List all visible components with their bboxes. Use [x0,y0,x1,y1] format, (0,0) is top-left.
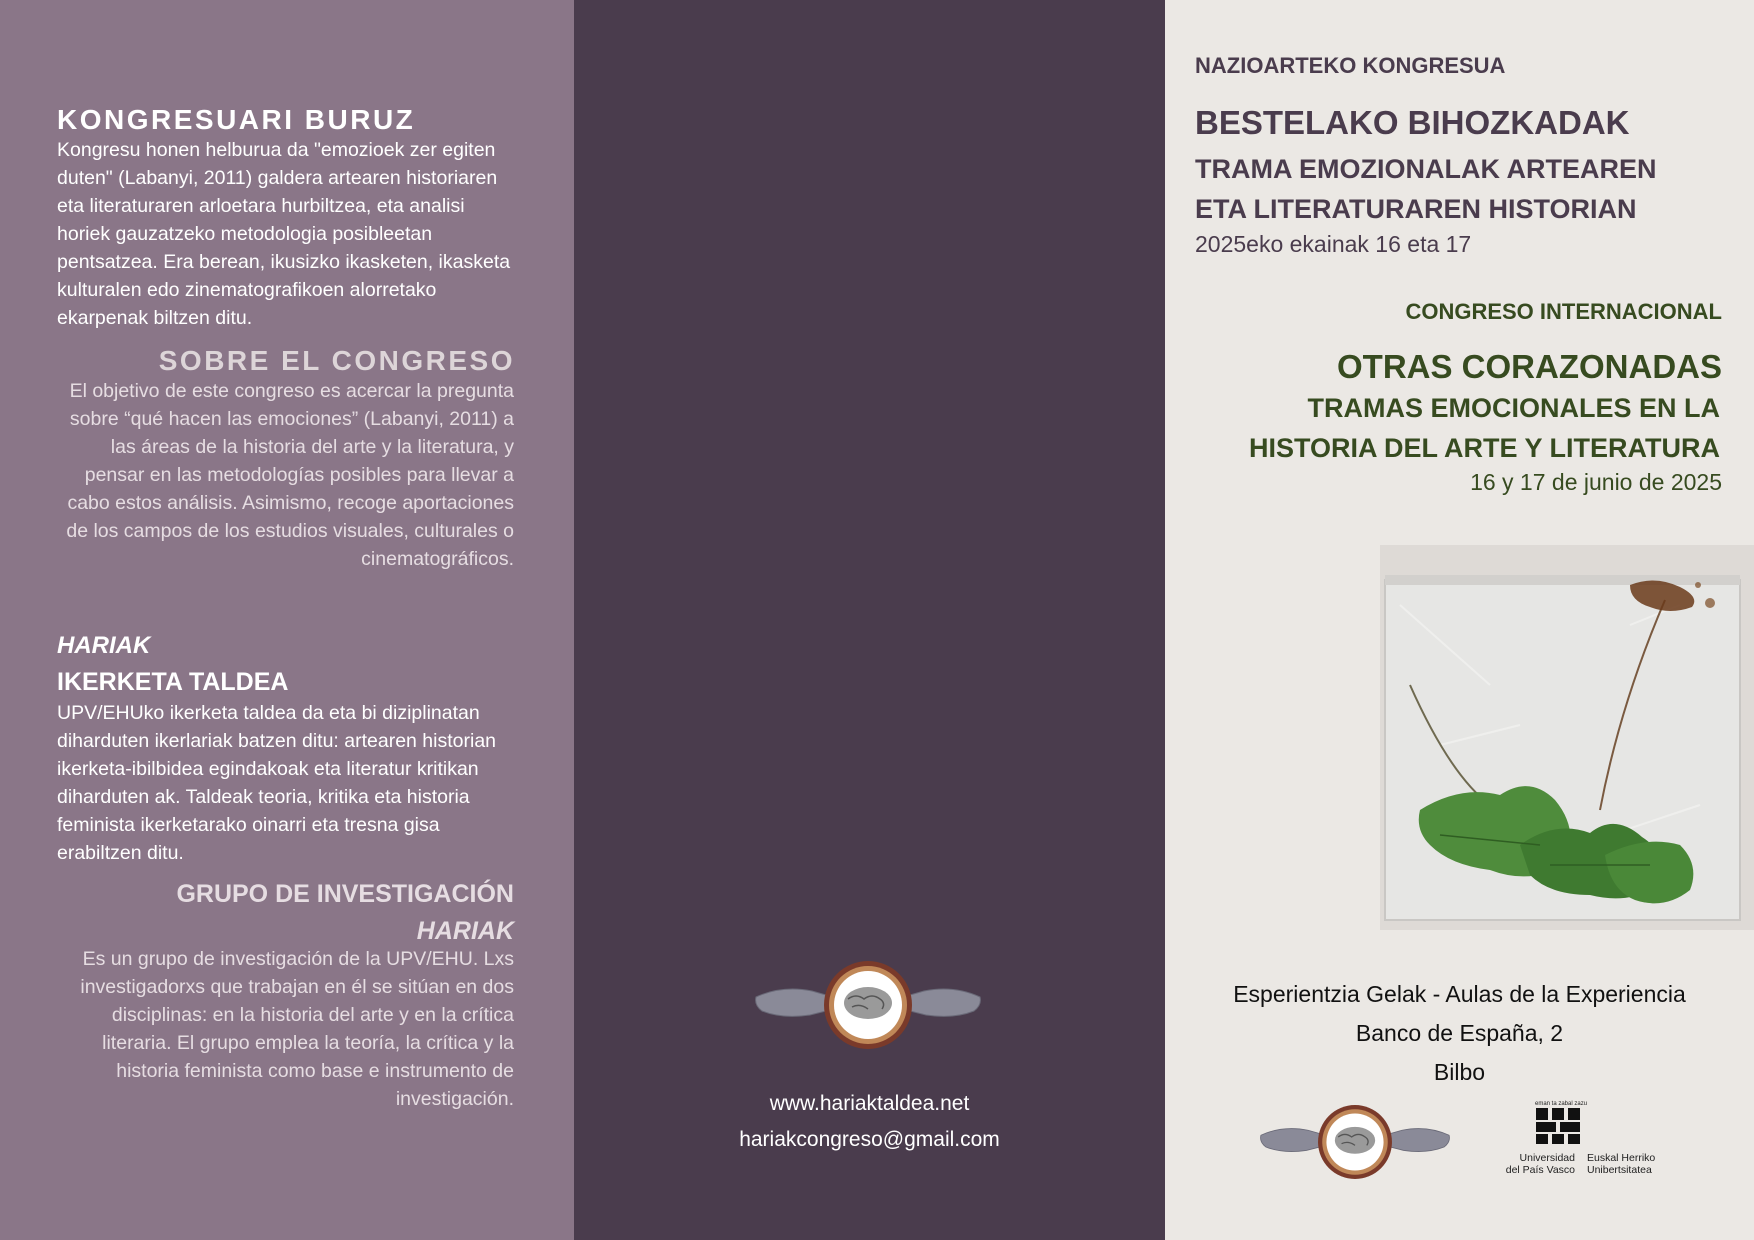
right-panel [1165,0,1754,1240]
title-eu: BESTELAKO BIHOZKADAK [1195,104,1630,141]
congress-label-es: CONGRESO INTERNACIONAL [1405,299,1722,324]
subtitle-eu [1195,149,1656,229]
hariak-logo-small [1255,1100,1455,1184]
about-text-es: El objetivo de este congreso es acercar la pregunta sobre “qué hacen las emociones” (Labanyi, 2011) a las áreas de la historia del arte y la literatura, y pensar en las metodologías posibles para llevar a cabo estos análisis. Asimismo, recoge aportaciones de los campos de los estudios visuales, culturales o cinematográficos. [66,380,514,570]
date-es: 16 y 17 de junio de 2025 [1470,469,1722,495]
congress-label-eu: NAZIOARTEKO KONGRESUA [1195,53,1506,78]
ehu-name-es-1: Universidad [1519,1152,1575,1164]
subtitle-eu-line-2: ETA LITERATURAREN HISTORIAN [1195,194,1637,224]
subtitle-es-line-2: HISTORIA DEL ARTE Y LITERATURA [1248,433,1720,463]
about-heading-es: SOBRE EL CONGRESO [158,345,515,376]
subtitle-eu-line-1: TRAMA EMOZIONALAK ARTEAREN [1195,154,1657,184]
ehu-name-eu-1: Euskal Herriko [1587,1152,1656,1164]
leaf-in-bag-image [1380,545,1754,930]
hariak-logo [752,955,984,1055]
middle-panel [574,0,1165,1240]
ehu-name-es [1495,1152,1575,1176]
ehu-name-eu-2: Unibertsitatea [1587,1164,1652,1176]
email-link[interactable]: hariakcongreso@gmail.com [739,1128,1000,1151]
group-text-es: Es un grupo de investigación de la UPV/EHU. Lxs investigadorxs que trabajan en él se sitúan en dos disciplinas: en la historia del arte y en la crítica literaria. El grupo emplea la teoría, la crítica y la historia feminista como base e instrumento de investigación. [80,948,514,1110]
ehu-emblem-icon [1532,1106,1590,1146]
group-text-eu: UPV/EHUko ikerketa taldea da eta bi diziplinatan diharduten ikerlariak batzen ditu: artearen historian ikerketa-ibilbidea egindakoak eta literatur kritikan diharduten ak. Taldeak teoria, kritika eta historia feminista ikerketarako oinarri eta tresna gisa erabiltzen ditu. [57,702,497,864]
group-name-eu: HARIAK [57,632,151,659]
group-heading-es: GRUPO DE INVESTIGACIÓN [176,880,514,908]
website-link[interactable]: www.hariaktaldea.net [769,1092,970,1115]
group-heading-eu: IKERKETA TALDEA [57,668,289,696]
venue [1165,975,1754,1092]
group-name-es: HARIAK [416,917,514,945]
subtitle-es [1160,388,1720,468]
venue-address: Banco de España, 2 [1355,1020,1564,1046]
about-heading-eu: KONGRESUARI BURUZ [57,104,416,135]
about-text-eu: Kongresu honen helburua da "emozioek zer egiten duten" (Labanyi, 2011) galdera artearen historiaren eta literaturaren arloetara hurbiltzea, eta analisi horiek gauzatzeko metodologia posibleetan pentsatzea. Era berean, ikusizko ikasketen, ikasketa kulturalen edo zinematografikoen alorretako ekarpenak biltzen ditu. [57,139,511,329]
ehu-name-es-2: del País Vasco [1505,1164,1575,1176]
left-panel [0,0,574,1240]
ehu-logo [1495,1098,1675,1178]
subtitle-es-line-1: TRAMAS EMOCIONALES EN LA [1307,393,1720,423]
ehu-motto: eman ta zabal zazu [1535,1101,1588,1107]
title-es: OTRAS CORAZONADAS [1337,348,1722,385]
venue-name: Esperientzia Gelak - Aulas de la Experiencia [1233,981,1686,1007]
ehu-name-eu [1587,1152,1655,1176]
venue-city: Bilbo [1433,1059,1486,1085]
date-eu: 2025eko ekainak 16 eta 17 [1195,231,1472,257]
